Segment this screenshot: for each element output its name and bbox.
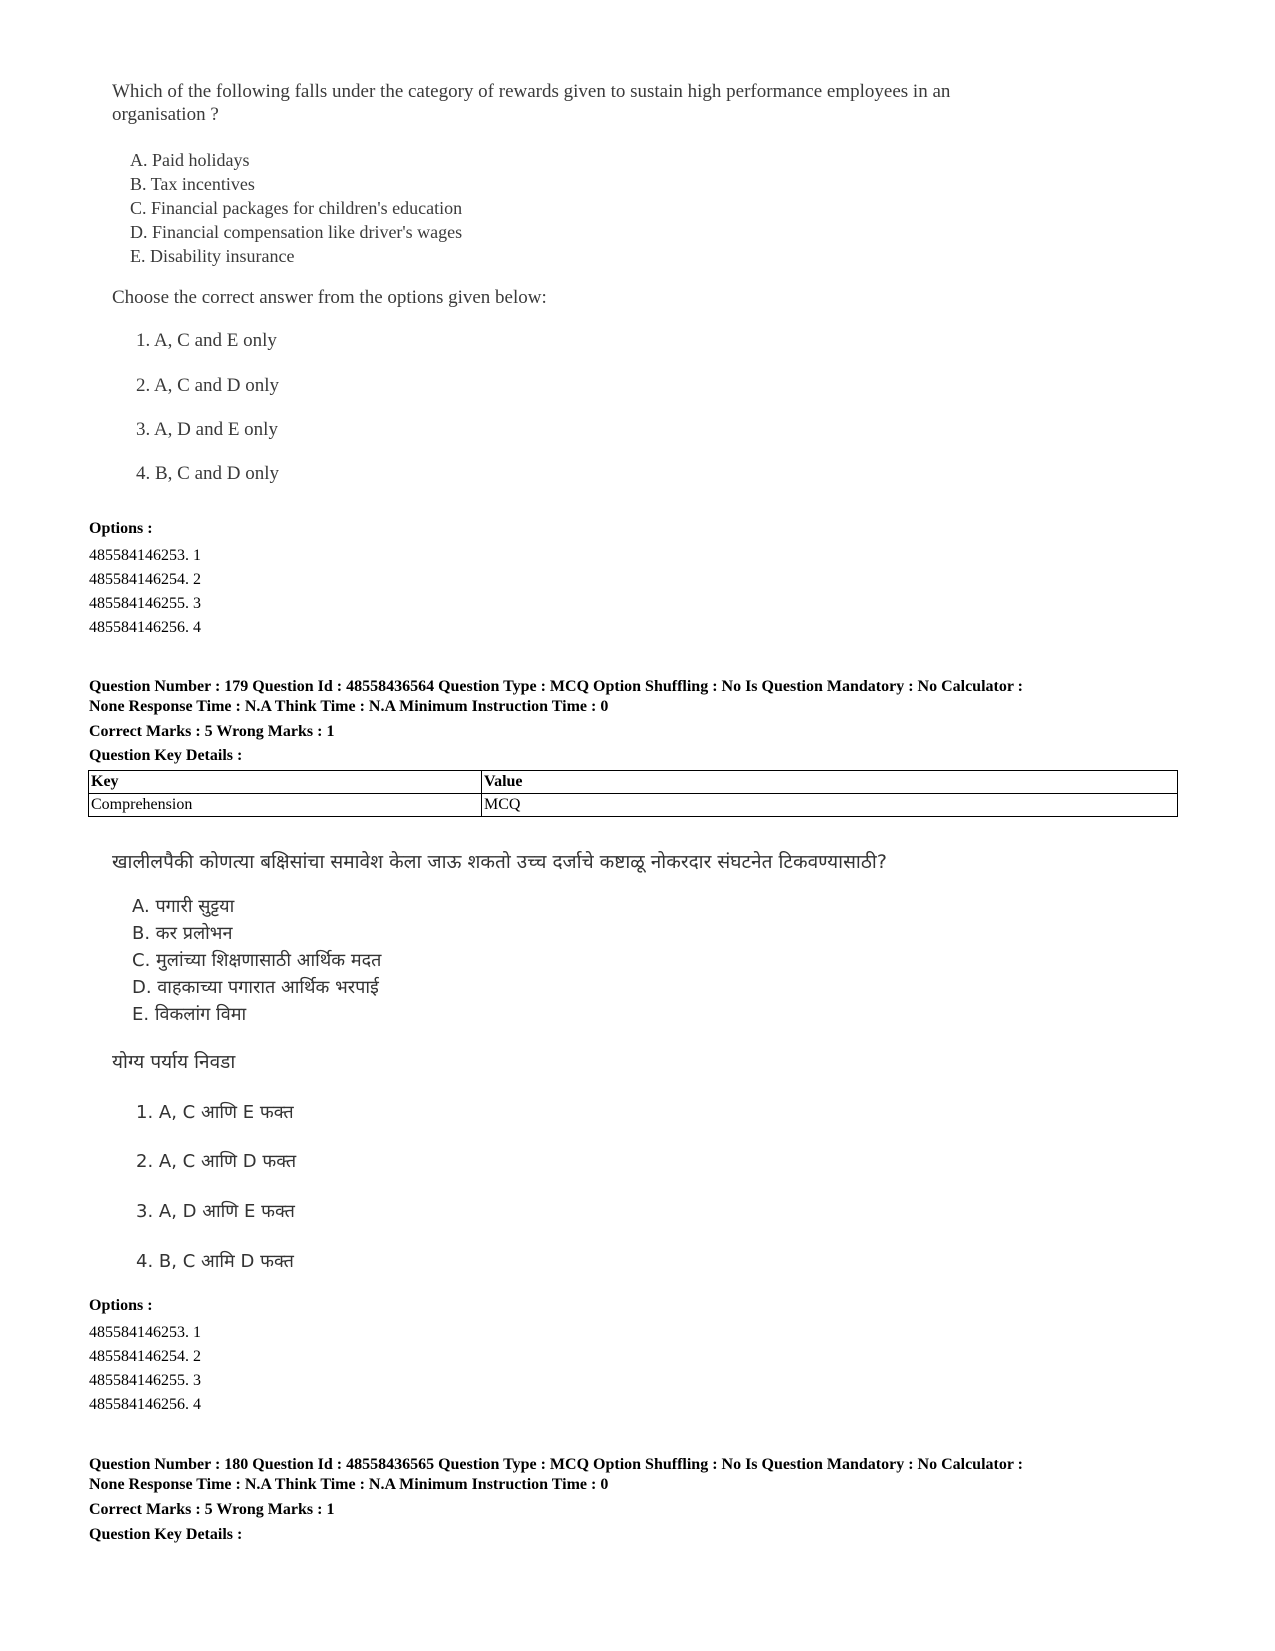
options-list (89, 544, 201, 640)
item-a: A. पगारी सुट्टया (132, 896, 235, 917)
question-text-mr: खालीलपैकी कोणत्या बक्षिसांचा समावेश केला जाऊ शकतो उच्च दर्जाचे कष्टाळू नोकरदार संघटनेत टिकवण्यासाठी? (112, 851, 887, 873)
option-item: 485584146253. 1 (89, 1324, 201, 1341)
option-item: 485584146254. 2 (89, 571, 201, 588)
options-label: Options : (89, 520, 153, 537)
table-row (89, 794, 1178, 817)
question-header-line2: None Response Time : N.A Think Time : N.A Minimum Instruction Time : 0 (89, 698, 609, 715)
option-item: 485584146254. 2 (89, 1348, 201, 1365)
question-text-en: Which of the following falls under the category of rewards given to sustain high performance employees in an organisation ? (112, 81, 951, 125)
answer-choice-1: 1. A, C and E only (136, 330, 277, 351)
table-header-value: Value (482, 771, 1178, 794)
item-b: B. कर प्रलोभन (132, 923, 233, 944)
question-items-en (130, 148, 462, 268)
table-header-key: Key (89, 771, 482, 794)
question-items-mr (132, 893, 381, 1028)
marks-line: Correct Marks : 5 Wrong Marks : 1 (89, 723, 335, 740)
options-label: Options : (89, 1297, 153, 1314)
answer-choice-2: 2. A, C and D only (136, 375, 280, 396)
options-list (89, 1321, 201, 1417)
option-item: 485584146255. 3 (89, 595, 201, 612)
question-header-line1: Question Number : 179 Question Id : 48558436564 Question Type : MCQ Option Shuffling : No Is Question Mandatory : No Calculator : (89, 678, 1023, 695)
question-header (89, 677, 1023, 717)
item-c: C. Financial packages for children's education (130, 198, 463, 218)
item-b: B. Tax incentives (130, 174, 255, 194)
question-header-line1: Question Number : 180 Question Id : 48558436565 Question Type : MCQ Option Shuffling : No Is Question Mandatory : No Calculator : (89, 1456, 1023, 1473)
question-header-line2: None Response Time : N.A Think Time : N.A Minimum Instruction Time : 0 (89, 1476, 609, 1493)
choose-instruction-mr: योग्य पर्याय निवडा (112, 1051, 236, 1073)
option-item: 485584146256. 4 (89, 619, 201, 636)
answer-choice-2: 2. A, C आणि D फक्त (136, 1151, 297, 1172)
answer-choice-3: 3. A, D आणि E फक्त (136, 1201, 295, 1222)
item-c: C. मुलांच्या शिक्षणासाठी आर्थिक मदत (132, 950, 382, 971)
answer-choice-4: 4. B, C आमि D फक्त (136, 1251, 294, 1272)
key-details-label: Question Key Details : (89, 747, 243, 764)
item-d: D. Financial compensation like driver's wages (130, 222, 463, 242)
table-header-row (89, 771, 1178, 794)
answer-choice-1: 1. A, C आणि E फक्त (136, 1102, 294, 1123)
answer-choice-4: 4. B, C and D only (136, 463, 280, 484)
answer-choice-3: 3. A, D and E only (136, 419, 278, 440)
key-details-label: Question Key Details : (89, 1526, 243, 1543)
item-e: E. Disability insurance (130, 246, 295, 266)
choose-instruction-en: Choose the correct answer from the options given below: (112, 287, 547, 308)
table-cell-value: MCQ (482, 794, 1178, 817)
option-item: 485584146256. 4 (89, 1396, 201, 1413)
marks-line: Correct Marks : 5 Wrong Marks : 1 (89, 1501, 335, 1518)
option-item: 485584146255. 3 (89, 1372, 201, 1389)
item-d: D. वाहकाच्या पगारात आर्थिक भरपाई (132, 977, 379, 998)
question-header (89, 1455, 1023, 1495)
table-cell-key: Comprehension (89, 794, 482, 817)
option-item: 485584146253. 1 (89, 547, 201, 564)
item-a: A. Paid holidays (130, 150, 250, 170)
key-details-table (88, 770, 1178, 817)
item-e: E. विकलांग विमा (132, 1004, 247, 1025)
